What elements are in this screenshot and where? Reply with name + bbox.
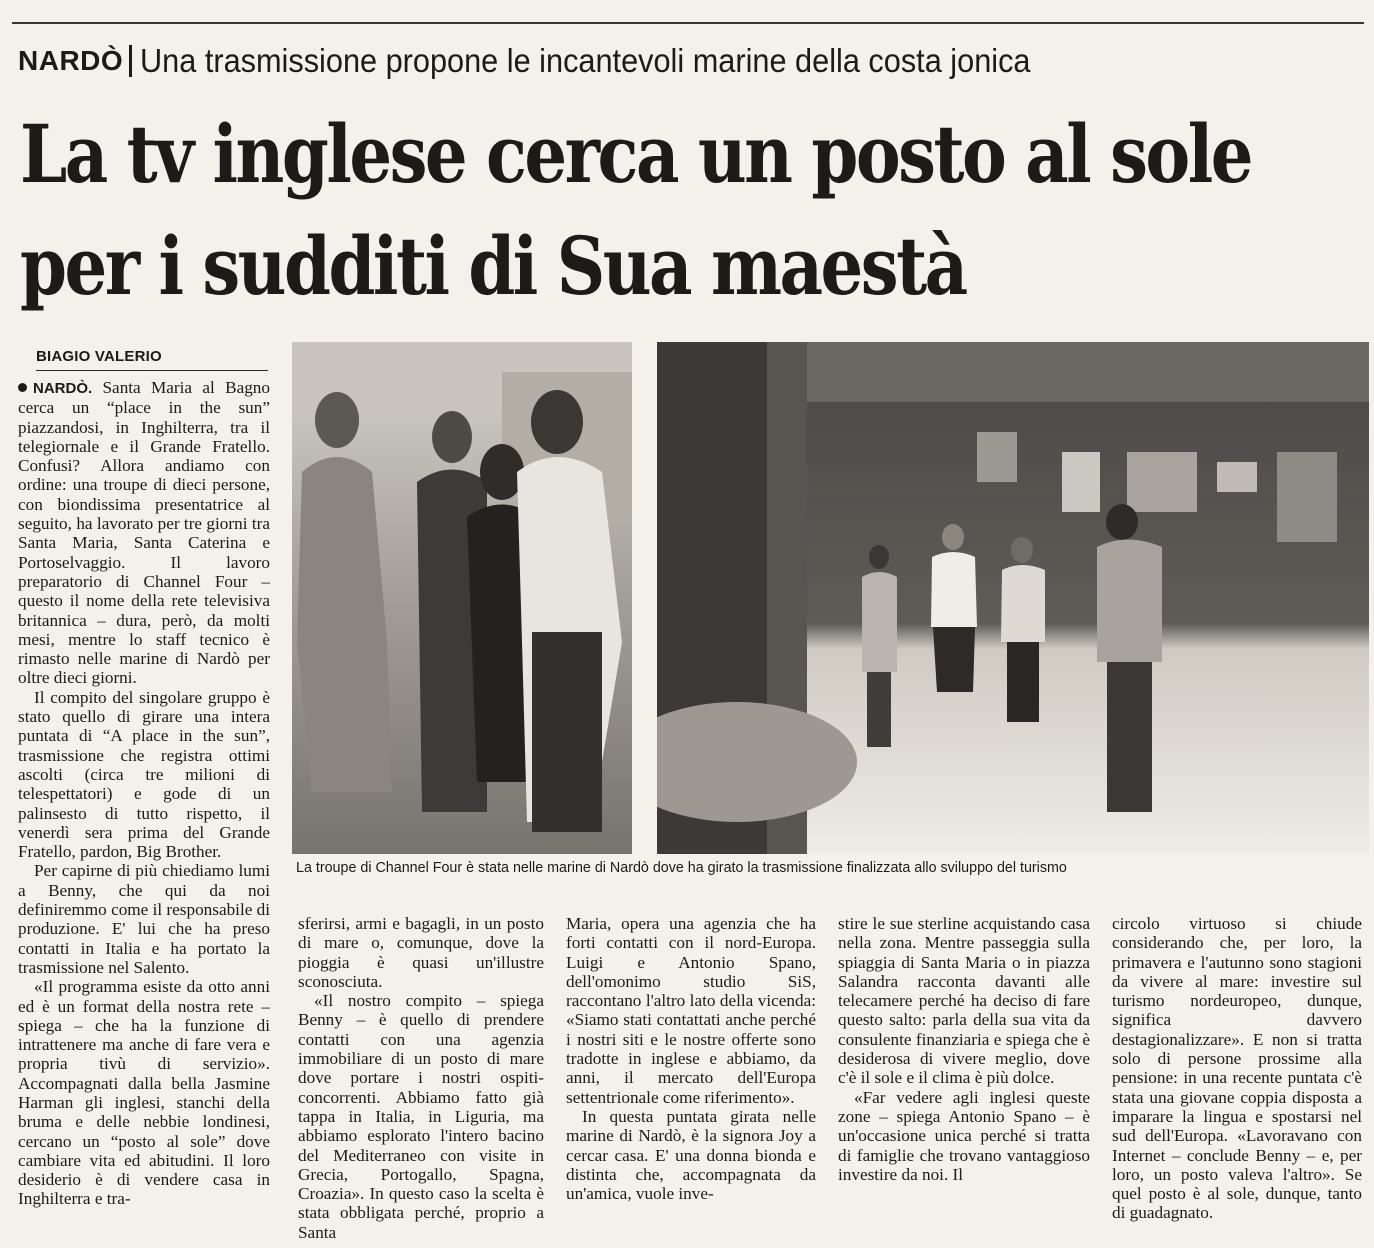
article-column-4 [838, 914, 1090, 1184]
paragraph-text: Santa Maria al Bagno cerca un “place in the sun” piazzandosi, in Inghilterra, tra il telegiornale e il Grande Fratello. Confusi? Allora andiamo con ordine: una troupe di dieci persone, con biondissima presentatrice al seguito, ha lavorato per tre giorni tra Santa Maria, Santa Caterina e Portoselvaggio. Il lavoro preparatorio di Channel Four – questo il nome della rete televisiva britannica – dura, però, da molti mesi, mentre lo staff tecnico è rimasto nelle marine di Nardò per oltre dieci giorni. [18, 378, 270, 688]
article-column-2 [298, 914, 544, 1242]
byline: BIAGIO VALERIO [36, 348, 268, 371]
top-rule [12, 22, 1364, 24]
article-column-5 [1112, 914, 1362, 1223]
paragraph [18, 378, 270, 688]
paragraph: sferirsi, armi e bagagli, in un posto di mare o, comunque, dove la pioggia è quasi un'illustre sconosciuta. [298, 914, 544, 991]
photo-street-scene [657, 342, 1369, 854]
street-scene-image [657, 342, 1369, 854]
bullet-icon [18, 383, 27, 392]
article-column-1 [18, 378, 270, 1209]
kicker-separator [129, 45, 132, 77]
headline-line-1: La tv inglese cerca un posto al sole [20, 107, 1251, 201]
paragraph: In questa puntata girata nelle marine di Nardò, è la signora Joy a cercar casa. E' una donna bionda e distinta che, accompagnata da un'amica, vuole inve- [566, 1106, 816, 1204]
paragraph: «Far vedere agli inglesi queste zone – spiega Antonio Spano – è un'occasione unica perché si tratta di famiglie che trovano vantaggioso investire da noi. Il [838, 1087, 1090, 1184]
paragraph: «Il nostro compito – spiega Benny – è quello di prendere contatti con una agenzia immobiliare di un posto di mare dove portare i nostri ospiti-concorrenti. Abbiamo fatto già tappa in Italia, in Liguria, ma abbiamo esplorato l'intero bacino del Mediterraneo con visite in Grecia, Portogallo, Spagna, Croazia». In questo caso la scelta è stata obbligata perché, proprio a Santa [298, 991, 544, 1242]
paragraph: circolo virtuoso si chiude considerando che, per loro, la primavera e l'autunno sono stagioni da vivere al mare: investire sul turismo nordeuropeo, dunque, significa davvero destagionalizzare». E non si tratta solo di persone prossime alla pensione: in una recente puntata c'è stata una giovane coppia disposta a imparare la lingua e spostarsi nel sud dell'Europa. «Lavoravano con Internet – conclude Benny – e, per loro, un posto valeva l'altro». Se quel posto è al sole, dunque, tanto di guadagnato. [1112, 914, 1362, 1223]
kicker [18, 38, 1098, 84]
dateline: NARDÒ. [33, 380, 93, 397]
kicker-text: Una trasmissione propone le incantevoli marine della costa jonica [140, 42, 1031, 79]
headline [20, 98, 1360, 322]
photo-caption: La troupe di Channel Four è stata nelle marine di Nardò dove ha girato la trasmissione finalizzata allo sviluppo del turismo [296, 860, 1067, 876]
group-portrait-image [292, 342, 632, 854]
paragraph: «Il programma esiste da otto anni ed è un format della nostra rete – spiega – che ha la funzione di intrattenere ma anche di fare vera e propria tivù di servizio». Accompagnati dalla bella Jasmine Harman gli inglesi, stanchi della bruma e delle nebbie londinesi, cercano un “posto al sole” dove cambiare vita ed abitudini. Il loro desiderio è di vendere casa in Inghilterra e tra- [18, 977, 270, 1209]
paragraph: Maria, opera una agenzia che ha forti contatti con il nord-Europa. Luigi e Antonio Spano, dell'omonimo studio SiS, raccontano l'altro lato della vicenda: «Siamo stati contattati anche perché i nostri siti e le nostre offerte sono tradotte in inglese e abbiamo, da anni, il mercato dell'Europa settentrionale come riferimento». [566, 914, 816, 1107]
paragraph: stire le sue sterline acquistando casa nella zona. Mentre passeggia sulla spiaggia di Santa Maria o in piazza Salandra racconta davanti alle telecamere perché ha deciso di fare questo salto: parla della sua vita da consulente finanziaria e spiega che è desiderosa di vivere meglio, dove c'è il sole e il clima è più dolce. [838, 914, 1090, 1088]
photo-group-portrait [292, 342, 632, 854]
paragraph: Il compito del singolare gruppo è stato quello di girare una intera puntata di “A place in the sun”, trasmissione che registra ottimi ascolti (circa tre milioni di telespettatori) e gode di un palinsesto di tutto rispetto, il venerdì sera prima del Grande Fratello, pardon, Big Brother. [18, 687, 270, 862]
paragraph: Per capirne di più chiediamo lumi a Benny, che qui da noi definiremmo come il responsabile di produzione. E' lui che ha preso contatti in Italia e ha portato la trasmissione nel Salento. [18, 861, 271, 977]
article-column-3 [566, 914, 816, 1203]
kicker-place: NARDÒ [18, 45, 124, 76]
headline-line-2: per i sudditi di Sua maestà [20, 219, 966, 313]
